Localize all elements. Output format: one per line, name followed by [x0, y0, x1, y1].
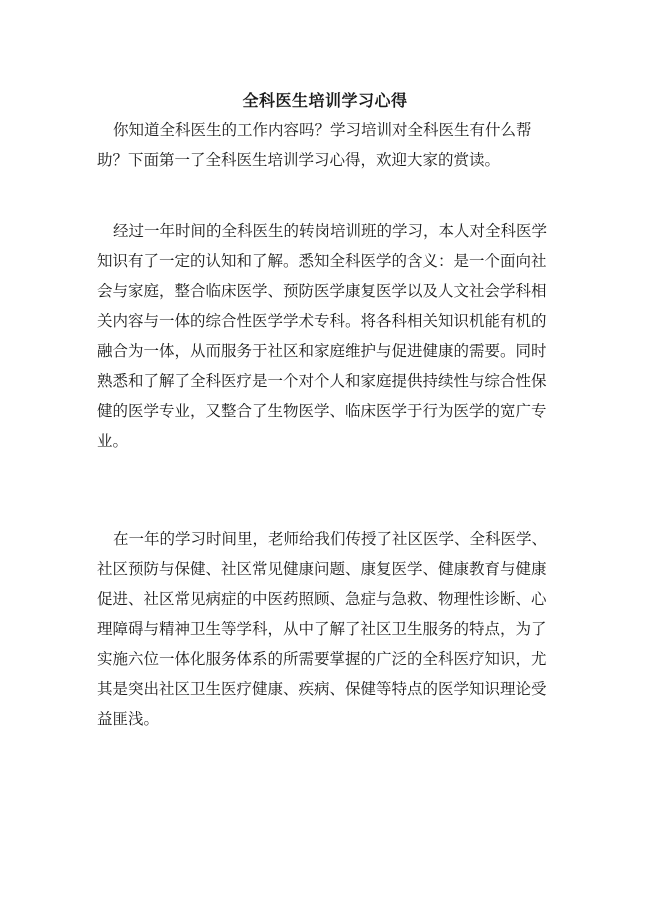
body-paragraph-1 — [97, 216, 557, 456]
paragraph-line: 业。 — [97, 432, 129, 450]
paragraph-line: 实施六位一体化服务体系的所需要掌握的广泛的全科医疗知识，尤 — [97, 650, 547, 668]
paragraph-line: 益匪浅。 — [97, 710, 160, 728]
paragraph-line: 经过一年时间的全科医生的转岗培训班的学习，本人对全科医学 — [113, 222, 548, 240]
paragraph-line: 其是突出社区卫生医疗健康、疾病、保健等特点的医学知识理论受 — [97, 680, 547, 698]
intro-paragraph — [97, 115, 557, 175]
paragraph-line: 在一年的学习时间里，老师给我们传授了社区医学、全科医学、 — [113, 530, 548, 548]
body-paragraph-2 — [97, 524, 557, 734]
paragraph-line: 知识有了一定的认知和了解。悉知全科医学的含义：是一个面向社 — [97, 252, 547, 270]
paragraph-line: 熟悉和了解了全科医疗是一个对个人和家庭提供持续性与综合性保 — [97, 372, 547, 390]
paragraph-line: 会与家庭，整合临床医学、预防医学康复医学以及人文社会学科相 — [97, 282, 547, 300]
paragraph-line: 你知道全科医生的工作内容吗？学习培训对全科医生有什么帮 — [113, 121, 532, 139]
paragraph-line: 融合为一体，从而服务于社区和家庭维护与促进健康的需要。同时 — [97, 342, 547, 360]
paragraph-line: 社区预防与保健、社区常见健康问题、康复医学、健康教育与健康 — [97, 560, 547, 578]
paragraph-line: 促进、社区常见病症的中医药照顾、急症与急救、物理性诊断、心 — [97, 590, 547, 608]
document-title: 全科医生培训学习心得 — [242, 91, 408, 110]
paragraph-line: 助？下面第一了全科医生培训学习心得，欢迎大家的赏读。 — [97, 151, 501, 169]
paragraph-line: 健的医学专业，又整合了生物医学、临床医学于行为医学的宽广专 — [97, 402, 547, 420]
paragraph-line: 理障碍与精神卫生等学科，从中了解了社区卫生服务的特点，为了 — [97, 620, 547, 638]
paragraph-line: 关内容与一体的综合性医学学术专科。将各科相关知识机能有机的 — [97, 312, 547, 330]
